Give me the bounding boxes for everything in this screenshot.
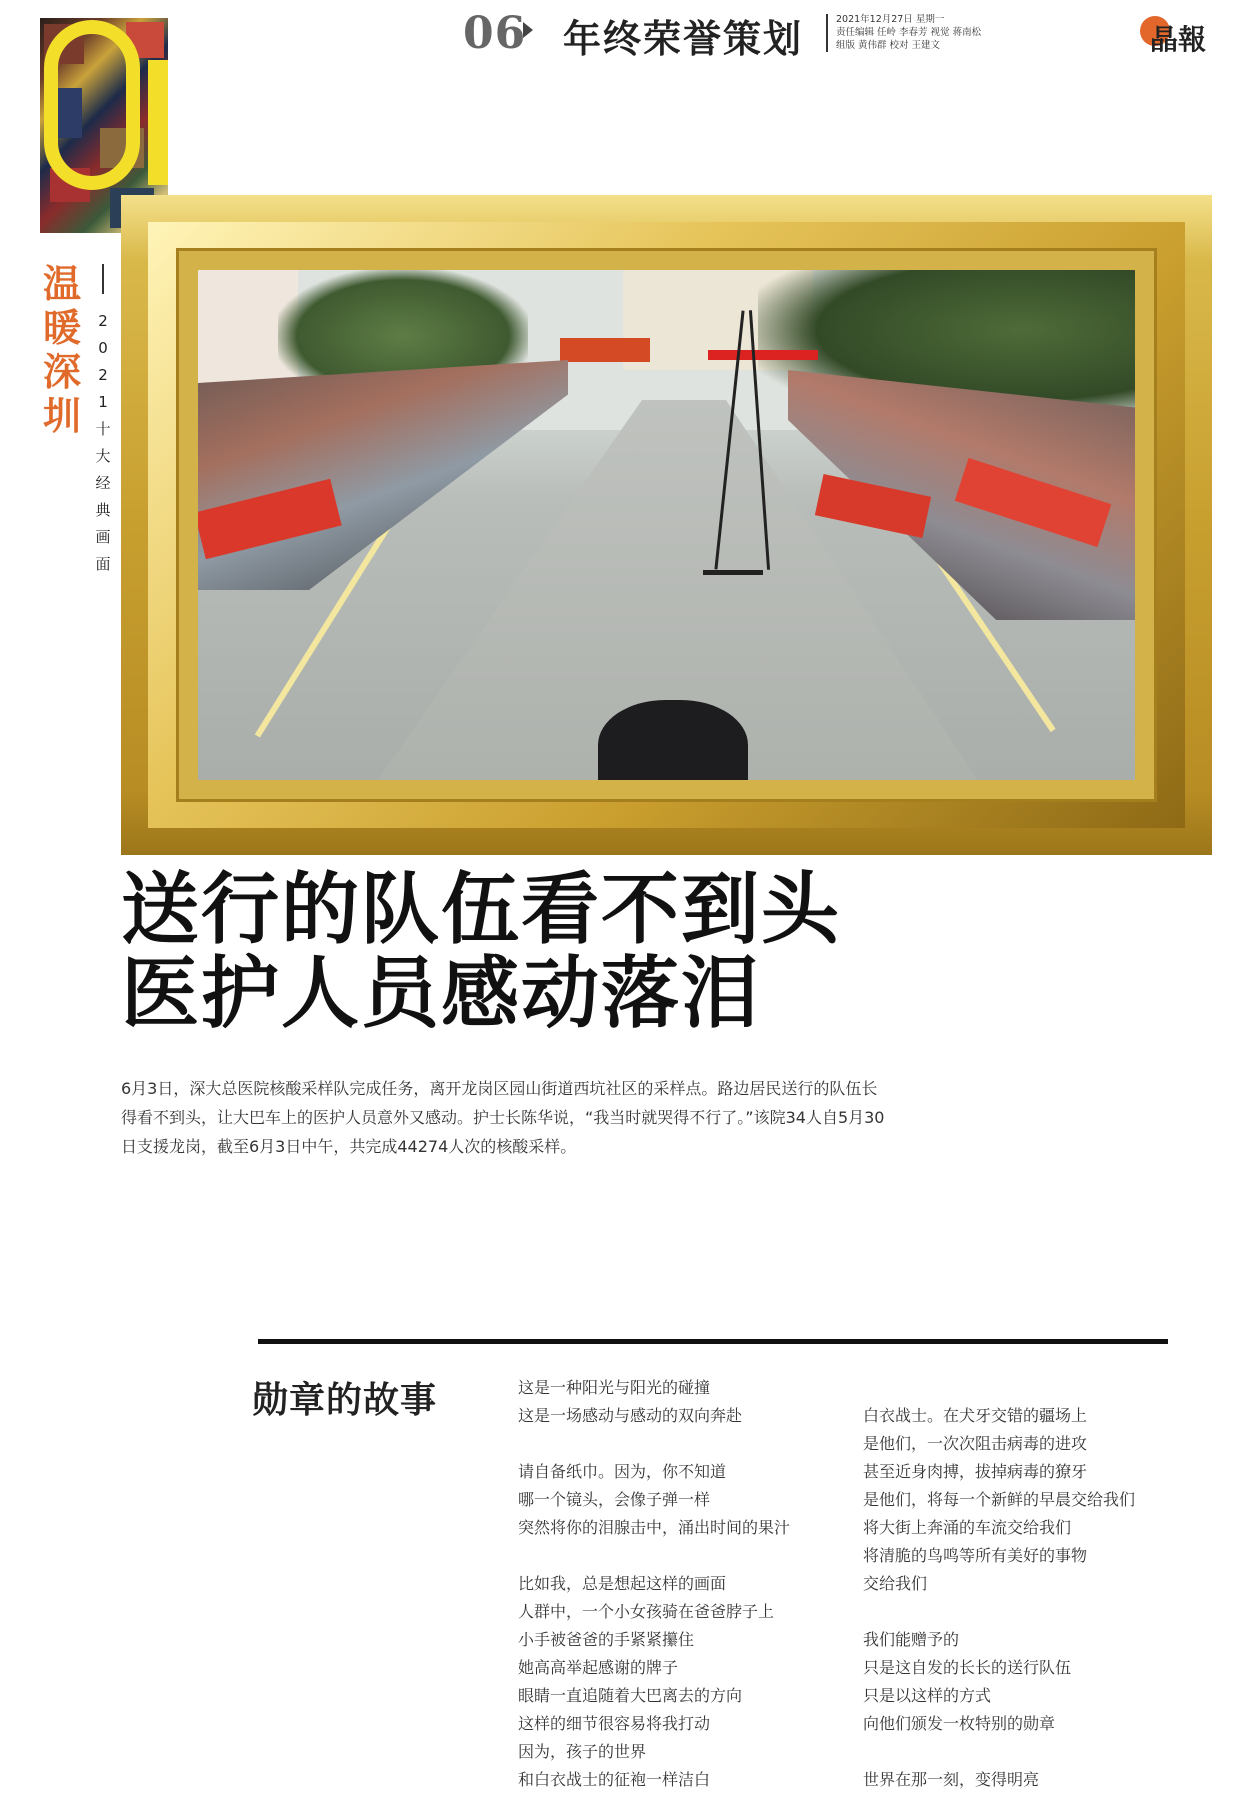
arrow-right-icon (523, 22, 533, 38)
side-title-char: 圳 (42, 393, 81, 438)
street-farewell-painting (198, 270, 1135, 780)
section-rule (258, 1339, 1168, 1344)
decorative-one-shape (148, 60, 168, 185)
side-subtitle (92, 308, 114, 578)
side-dash (102, 264, 104, 294)
side-subtitle-char: 经 (95, 474, 111, 492)
side-title-char: 暖 (42, 305, 81, 350)
side-subtitle-char: 大 (95, 447, 111, 465)
newspaper-logo: 晶報 (1150, 23, 1207, 56)
side-subtitle-char: 2 (98, 366, 108, 384)
side-title-char: 温 (42, 261, 81, 306)
meta-date: 2021年12月27日 星期一 (836, 14, 945, 25)
poem-column-2: 白衣战士。在犬牙交错的疆场上 是他们，一次次阻击病毒的进攻 甚至近身肉搏，拔掉病毒的獠牙 是他们，将每一个新鲜的早晨交给我们 将大街上奔涌的车流交给我们 将清脆的鸟鸣等所有美好的事物 交给我们 我们能赠予的 只是这自发的长长的送行队伍 只是以这样的方式 向他们颁发一枚特别的勋章 世界在那一刻，变得明亮 (863, 1406, 1136, 1789)
side-subtitle-char: 0 (98, 339, 108, 357)
edition-meta (836, 13, 981, 52)
side-subtitle-char: 画 (95, 528, 111, 546)
side-title-char: 深 (42, 349, 81, 394)
side-title (40, 262, 84, 438)
section-title: 年终荣誉策划 (563, 16, 804, 61)
headline-line: 送行的队伍看不到头 (121, 864, 842, 955)
meta-editors: 责任编辑 任岭 李春芳 视觉 蒋南松 (836, 27, 982, 38)
meta-divider (826, 14, 828, 52)
headline-line: 医护人员感动落泪 (121, 948, 762, 1039)
page-number: 06 (463, 8, 527, 59)
lead-paragraph: 6月3日，深大总医院核酸采样队完成任务，离开龙岗区园山街道西坑社区的采样点。路边居民送行的队伍长得看不到头，让大巴车上的医护人员意外又感动。护士长陈华说，“我当时就哭得不行了。”该院34人自5月30日支援龙岗，截至6月3日中午，共完成44274人次的核酸采样。 (121, 1079, 885, 1156)
side-subtitle-char: 十 (95, 420, 111, 438)
poem-column-1: 这是一种阳光与阳光的碰撞 这是一场感动与感动的双向奔赴 请自备纸巾。因为，你不知道 哪一个镜头，会像子弹一样 突然将你的泪腺击中，涌出时间的果汁 比如我，总是想起这样的画面 人群中，一个小女孩骑在爸爸脖子上 小手被爸爸的手紧紧攥住 她高高举起感谢的牌子 眼睛一直追随着大巴离去的方向 这样的细节很容易将我打动 因为，孩子的世界 和白衣战士的征袍一样洁白 (518, 1378, 791, 1789)
side-subtitle-char: 1 (98, 393, 108, 411)
meta-layout: 组版 黄伟群 校对 王建文 (836, 40, 941, 51)
side-subtitle-char: 面 (95, 555, 111, 573)
story-title: 勋章的故事 (252, 1379, 438, 1421)
side-subtitle-char: 典 (95, 501, 111, 519)
decorative-zero-shape (44, 20, 140, 190)
headline (121, 864, 842, 1039)
side-subtitle-char: 2 (98, 312, 108, 330)
